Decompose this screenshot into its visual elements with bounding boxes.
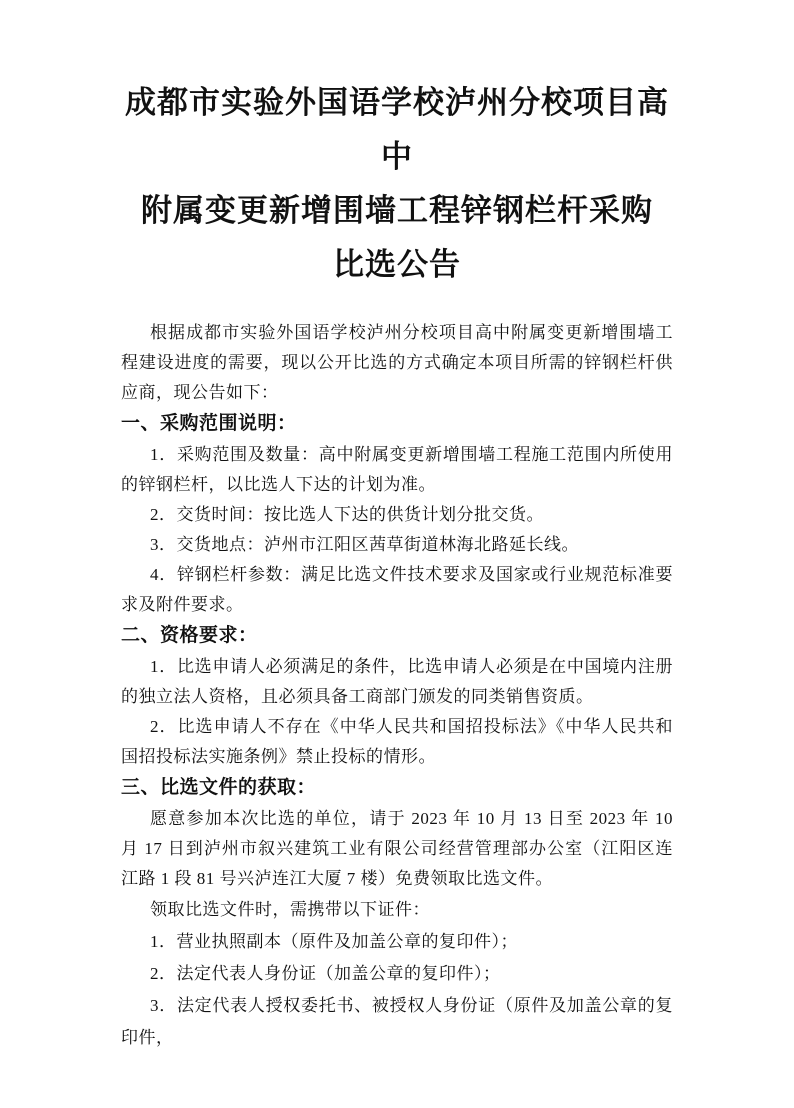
title-line-2: 附属变更新增围墙工程锌钢栏杆采购	[141, 193, 653, 228]
section-2-item-1: 1．比选申请人必须满足的条件，比选申请人必须是在中国境内注册的独立法人资格，且必须具备工商部门颁发的同类销售资质。	[121, 657, 673, 706]
section-1-item-1: 1．采购范围及数量：高中附属变更新增围墙工程施工范围内所使用的锌钢栏杆，以比选人下达的计划为准。	[121, 445, 673, 494]
title-line-3: 比选公告	[333, 247, 461, 282]
section-1-heading: 一、采购范围说明：	[121, 413, 297, 434]
section-3-paragraph-2: 领取比选文件时，需携带以下证件：	[150, 900, 430, 919]
document-title	[121, 76, 673, 292]
section-2-item-2: 2．比选申请人不存在《中华人民共和国招投标法》《中华人民共和国招投标法实施条例》禁止投标的情形。	[121, 717, 673, 766]
section-2-heading: 二、资格要求：	[121, 625, 258, 646]
section-3-item-1: 1．营业执照副本（原件及加盖公章的复印件）；	[150, 932, 518, 951]
section-3-document-list	[121, 894, 673, 1054]
section-1-item-4: 4．锌钢栏杆参数：满足比选文件技术要求及国家或行业规范标准要求及附件要求。	[121, 565, 673, 614]
section-1-item-2: 2．交货时间：按比选人下达的供货计划分批交货。	[150, 505, 544, 524]
section-3-heading: 三、比选文件的获取：	[121, 777, 317, 798]
intro-paragraph: 根据成都市实验外国语学校泸州分校项目高中附属变更新增围墙工程建设进度的需要，现以公开比选的方式确定本项目所需的锌钢栏杆供应商，现公告如下：	[121, 323, 673, 402]
section-3-paragraph-1: 愿意参加本次比选的单位，请于 2023 年 10 月 13 日至 2023 年 10 月 17 日到泸州市叙兴建筑工业有限公司经营管理部办公室（江阳区连江路 1 段 81 号兴泸连江大厦 7 楼）免费领取比选文件。	[121, 809, 673, 888]
section-3-item-3: 3．法定代表人授权委托书、被授权人身份证（原件及加盖公章的复印件，	[121, 996, 673, 1047]
section-3-item-2: 2．法定代表人身份证（加盖公章的复印件）；	[150, 964, 501, 983]
section-1-item-3: 3．交货地点：泸州市江阳区茜草街道林海北路延长线。	[150, 535, 579, 554]
title-line-1: 成都市实验外国语学校泸州分校项目高中	[125, 85, 669, 174]
